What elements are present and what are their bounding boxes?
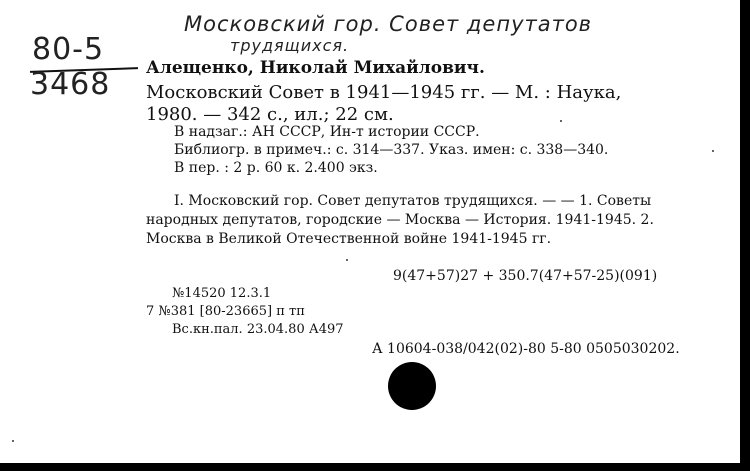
tech-line-1: №14520 12.3.1: [172, 286, 272, 301]
punch-hole: [388, 362, 436, 410]
price-note: В пер. : 2 р. 60 к. 2.400 экз.: [174, 160, 378, 176]
title-line: Московский Совет в 1941—1945 гг. — М. : Наука,: [146, 82, 622, 103]
speck: [560, 120, 562, 122]
speck: [712, 150, 714, 152]
tech-line-4: А 10604-038/042(02)-80 5-80 0505030202.: [372, 341, 680, 357]
speck: [346, 259, 348, 261]
subject-line-3: Москва в Великой Отечественной войне 1941-1945 гг.: [146, 231, 552, 247]
series-note: В надзаг.: АН СССР, Ин-т истории СССР.: [174, 124, 480, 140]
tech-line-3: Вс.кн.пал. 23.04.80 А497: [172, 322, 344, 337]
bibliography-note: Библиогр. в примеч.: с. 314—337. Указ. имен: с. 338—340.: [174, 142, 609, 158]
subject-line-1: I. Московский гор. Совет депутатов трудящихся. — — 1. Советы: [174, 193, 652, 209]
imprint-line: 1980. — 342 с., ил.; 22 см.: [146, 104, 394, 125]
author-name: Алещенко, Николай Михайлович.: [146, 58, 485, 78]
handwritten-heading-line1: Московский гор. Совет депутатов: [184, 12, 593, 36]
shelfmark-top: 80-5: [32, 32, 105, 67]
classification-codes: 9(47+57)27 + 350.7(47+57-25)(091): [393, 268, 658, 284]
shelfmark-bottom: 3468: [30, 67, 111, 102]
subject-line-2: народных депутатов, городские — Москва — История. 1941-1945. 2.: [146, 212, 654, 228]
handwritten-heading-line2: трудящихся.: [230, 36, 350, 55]
speck: [12, 440, 14, 442]
tech-line-2: 7 №381 [80-23665] п тп: [146, 304, 305, 319]
